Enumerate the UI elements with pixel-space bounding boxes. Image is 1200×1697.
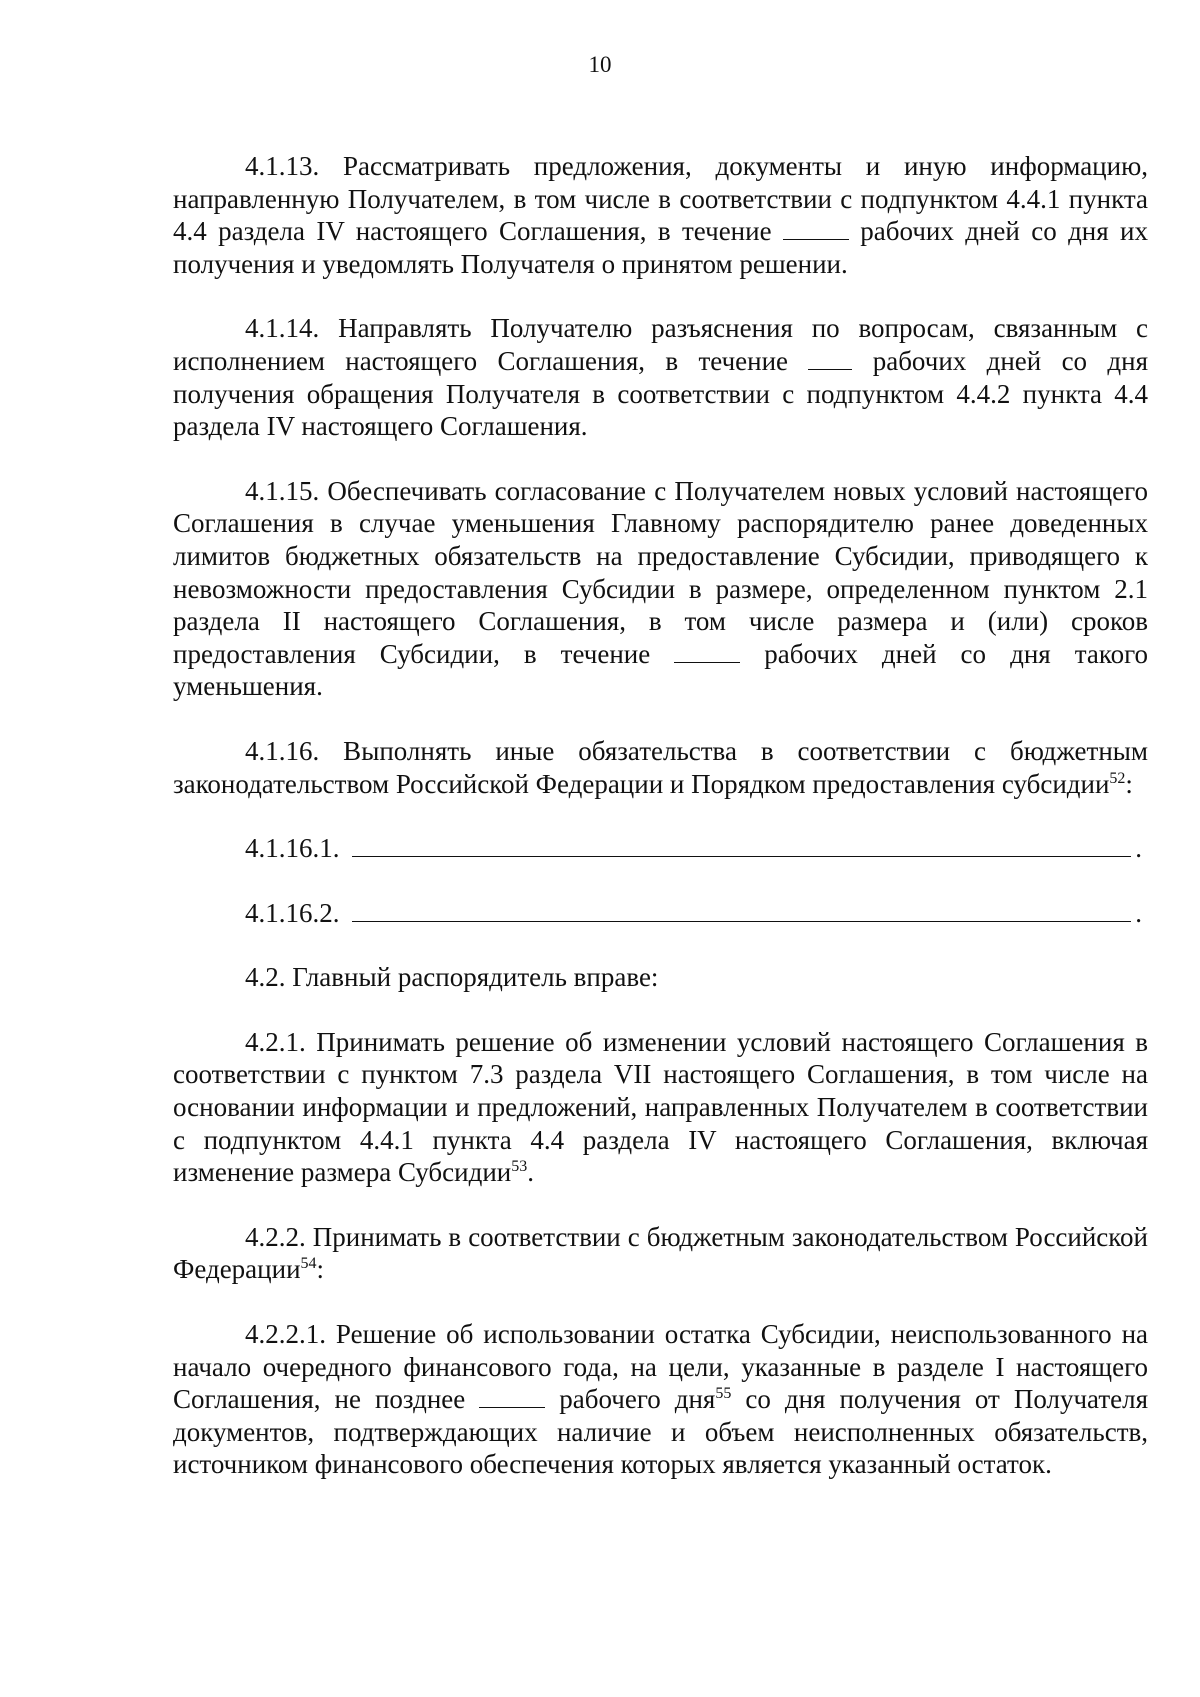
blank-field (674, 640, 740, 663)
paragraph-4-1-16-2 (173, 897, 1148, 930)
line-end: . (1135, 833, 1142, 864)
paragraph-4-1-16 (173, 735, 1148, 800)
paragraph-4-2-2 (173, 1221, 1148, 1286)
paragraph-text: рабочих дней со дня получения обращения Получателя в соответствии с подпунктом 4.4.2 пункта 4.4 раздела IV настоящего Соглашения. (173, 345, 1148, 442)
paragraph-text: рабочих дней со дня такого уменьшения. (173, 638, 1148, 702)
item-number: 4.1.16.1. (245, 833, 340, 864)
paragraph-tail: : (316, 1254, 325, 1285)
paragraph-text: рабочего дня (545, 1384, 716, 1415)
line-end: . (1135, 897, 1142, 928)
paragraph-text: 4.1.13. Рассматривать предложения, документы и иную информацию, направленную Получателем, в том числе в соответствии с подпунктом 4.4.1 пункта 4.4 раздела IV настоящего Соглашения, в течение (173, 151, 1148, 247)
paragraph-text: рабочих дней со дня их получения и уведомлять Получателя о принятом решении. (173, 216, 1148, 279)
paragraph-text: 4.1.14. Направлять Получателю разъяснения по вопросам, связанным с исполнением настоящего Соглашения, в течение (173, 313, 1148, 376)
paragraph-4-1-14 (173, 312, 1148, 442)
page-number: 10 (588, 52, 612, 77)
paragraph-text: 4.2.2. Принимать в соответствии с бюджетным законодательством Российской Федерации (173, 1221, 1148, 1285)
blank-line (352, 899, 1132, 922)
paragraph-4-1-16-1 (173, 832, 1148, 865)
paragraph-text: со дня получения от Получателя документов, подтверждающих наличие и объем неисполненных обязательств, источником финансового обеспечения которых является указанный остаток. (173, 1384, 1149, 1480)
paragraph-text: 4.1.15. Обеспечивать согласование с Получателем новых условий настоящего Соглашения в случае уменьшения Главному распорядителю ранее доведенных лимитов бюджетных обязательств на предоставление Субсидии, приводящего к невозможности предоставления Субсидии в размере, определенном пунктом 2.1 раздела II настоящего Соглашения, в том числе размера и (или) сроков предоставления Субсидии, в течение (173, 475, 1148, 669)
paragraph-4-2-1 (173, 1026, 1148, 1189)
paragraph-4-2-2-1 (173, 1318, 1148, 1481)
paragraph-tail: . (527, 1157, 534, 1188)
footnote-ref: 52 (1109, 769, 1126, 787)
item-number: 4.1.16.2. (245, 897, 340, 928)
document-body (173, 150, 1148, 1513)
blank-field (479, 1385, 545, 1408)
paragraph-text: 4.1.16. Выполнять иные обязательства в соответствии с бюджетным законодательством Российской Федерации и Порядком предоставления субсидии (173, 735, 1148, 799)
footnote-ref: 53 (511, 1158, 528, 1176)
blank-line (352, 834, 1132, 857)
footnote-ref: 55 (715, 1385, 732, 1403)
paragraph-4-1-13 (173, 150, 1148, 280)
blank-field (783, 217, 849, 240)
paragraph-tail: : (1125, 768, 1133, 799)
blank-field (808, 347, 852, 370)
paragraph-text: 4.2.2.1. Решение об использовании остатка Субсидии, неиспользованного на начало очередного финансового года, на цели, указанные в разделе I настоящего Соглашения, не позднее (173, 1319, 1148, 1415)
paragraph-4-2: 4.2. Главный распорядитель вправе: (245, 962, 659, 993)
paragraph-text: 4.2.1. Принимать решение об изменении условий настоящего Соглашения в соответствии с пунктом 7.3 раздела VII настоящего Соглашения, в том числе на основании информации и предложений, направленных Получателем в соответствии с подпунктом 4.4.1 пункта 4.4 раздела IV настоящего Соглашения, включая изменение размера Субсидии (173, 1026, 1148, 1188)
footnote-ref: 54 (300, 1255, 317, 1273)
paragraph-4-1-15 (173, 475, 1148, 703)
